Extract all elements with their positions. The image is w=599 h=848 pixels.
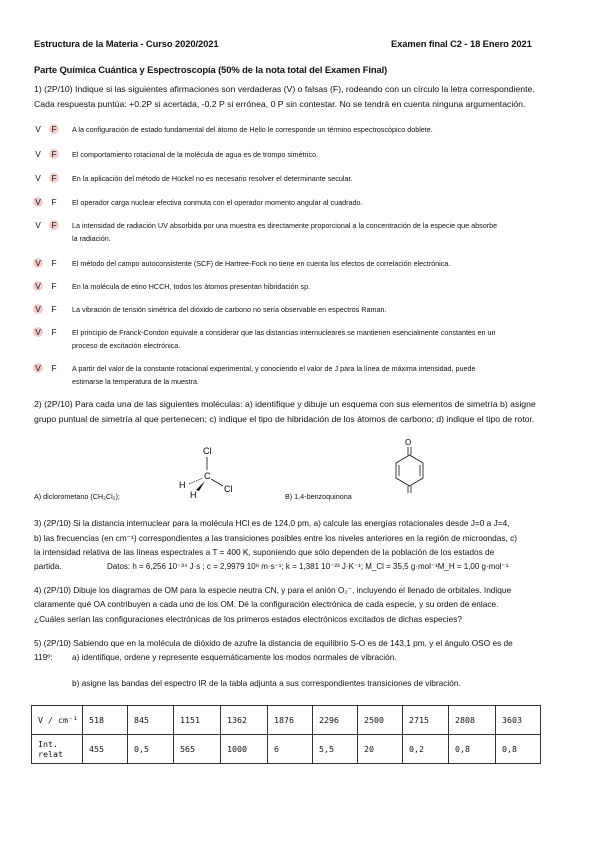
q4-line-1: 4) (2P/10) Dibuje los diagramas de OM para la especie neutra CN, y para el anión O₂⁻, incluyendo el llenado de orbitales. Indique — [34, 585, 512, 595]
table-cell: 5,5 — [313, 735, 358, 764]
table-cell: 1362 — [221, 706, 268, 735]
option-false[interactable]: F — [51, 327, 57, 337]
table-cell: 2296 — [313, 706, 358, 735]
option-true[interactable]: V — [35, 258, 41, 268]
header-left: Estructura de la Materia - Curso 2020/2021 — [34, 38, 219, 49]
option-true[interactable]: V — [35, 220, 41, 230]
q3-line-2: b) las frecuencias (en cm⁻¹) correspondientes a las transiciones posibles entre los niveles anteriores en la región de microondas, c) — [34, 533, 518, 543]
option-false[interactable]: F — [51, 197, 57, 207]
option-true[interactable]: V — [35, 173, 41, 183]
part-title: Parte Química Cuántica y Espectroscopía (50% de la nota total del Examen Final) — [34, 64, 388, 75]
table-cell: 20 — [358, 735, 403, 764]
q3-data: Datos: h = 6,256 10⁻³⁴ J·s ; c = 2,9979 10⁸ m·s⁻¹; k = 1,381 10⁻²³ J·K⁻¹; M_Cl = 35,5 g·mol⁻¹M_H = 1,00 g·mol⁻¹ — [107, 562, 509, 571]
atom-cl-right: Cl — [224, 484, 233, 494]
option-true[interactable]: V — [35, 149, 41, 159]
statement-text: La intensidad de radiación UV absorbida por una muestra es directamente proporcional a la concentración de la especie que absorbe — [72, 221, 498, 230]
q1-intro-2: Cada respuesta puntúa: +0.2P si acertada, -0.2 P si errónea, 0 P sin contestar. No se tendrá en cuenta ninguna argumentación. — [34, 99, 526, 109]
q5-line-1: 5) (2P/10) Sabiendo que en la molécula de dióxido de azufre la distancia de equilibrio S-O es de 143,1 pm, y el ángulo OSO es de — [34, 638, 513, 648]
option-false[interactable]: F — [51, 258, 57, 268]
table-cell: 0,8 — [496, 735, 541, 764]
option-false[interactable]: F — [51, 149, 57, 159]
table-cell: 845 — [128, 706, 174, 735]
table-cell: 0,2 — [403, 735, 449, 764]
option-false[interactable]: F — [51, 363, 57, 373]
option-false[interactable]: F — [51, 220, 57, 230]
statement-text-continued: estimarse la temperatura de la muestra. — [72, 377, 200, 386]
table-cell: 1151 — [174, 706, 221, 735]
q3-line-1: 3) (2P/10) Si la distancia internuclear para la molécula HCl es de 124,0 pm, a) calcule las energías rotacionales desde J=0 a J=4, — [34, 518, 510, 528]
atom-cl-top: Cl — [203, 446, 212, 456]
statement-text: En la aplicación del método de Hückel no es necesario resolver el determinante secular. — [72, 174, 353, 183]
q5-line-2a: 119º: — [34, 652, 53, 662]
atom-h-bottom: H — [190, 490, 197, 500]
q5-line-2b: a) identifique, ordene y represente esquemáticamente los modos normales de vibración. — [72, 652, 397, 662]
option-true[interactable]: V — [35, 281, 41, 291]
option-false[interactable]: F — [51, 281, 57, 291]
ir-spectrum-table — [31, 705, 541, 764]
table-cell: 0,5 — [128, 735, 174, 764]
option-true[interactable]: V — [35, 327, 41, 337]
table-cell: 2715 — [403, 706, 449, 735]
statement-text: La vibración de tensión simétrica del dióxido de carbono no sería observable en espectros Raman. — [72, 305, 387, 314]
statement-text: A partir del valor de la constante rotacional experimental, y conociendo el valor de J para la línea de máxima intensidad, puede — [72, 364, 476, 373]
option-true[interactable]: V — [35, 124, 41, 134]
statement-text: El principio de Franck-Condon equivale a considerar que las distancias internucleares se mantienen esencialmente constantes en un — [72, 328, 496, 337]
statement-text: A la configuración de estado fundamental del átomo de Helio le corresponde un término espectroscópico doblete. — [72, 125, 433, 134]
statement-text: El método del campo autoconsistente (SCF) de Hartree-Fock no tiene en cuenta los efectos de correlación electrónica. — [72, 259, 451, 268]
atom-h-left: H — [179, 480, 186, 490]
table-cell: 518 — [83, 706, 128, 735]
q2-line-2: grupo puntual de simetría al que pertenecen; c) indique el tipo de hibridación de los átomos de carbono; d) indique el tipo de rotor. — [34, 414, 535, 424]
table-cell: 1000 — [221, 735, 268, 764]
statement-text-continued: proceso de excitación electrónica. — [72, 341, 181, 350]
option-true[interactable]: V — [35, 363, 41, 373]
statement-text: El comportamiento rotacional de la molécula de agua es de trompo simétrico. — [72, 150, 319, 159]
mol-b-caption: B) 1,4-benzoquinona — [285, 492, 352, 501]
option-false[interactable]: F — [51, 304, 57, 314]
table-header-cell: Int. relat — [32, 735, 83, 764]
atom-c: C — [204, 471, 211, 481]
table-header-cell: V / cm⁻¹ — [32, 706, 83, 735]
table-cell: 2500 — [358, 706, 403, 735]
benzoquinone-structure — [380, 436, 440, 498]
q3-line-3: la intensidad relativa de las líneas espectrales a T = 400 K, suponiendo que sólo dependen de la población de los estados de — [34, 547, 495, 557]
table-cell: 0,8 — [449, 735, 496, 764]
q3-line-4: partida. — [34, 561, 62, 571]
table-cell: 455 — [83, 735, 128, 764]
statement-text-continued: la radiación. — [72, 234, 111, 243]
mol-a-caption: A) diclorometano (CH₂Cl₂); — [34, 492, 120, 501]
statement-text: En la molécula de etino HCCH, todos los átomos presentan hibridación sp. — [72, 282, 311, 291]
table-cell: 2808 — [449, 706, 496, 735]
table-cell: 6 — [268, 735, 313, 764]
q2-line-1: 2) (2P/10) Para cada una de las siguientes moléculas: a) identifique y dibuje un esquema con sus elementos de simetría b) asigne — [34, 399, 536, 409]
table-row — [32, 706, 541, 735]
header-right: Examen final C2 - 18 Enero 2021 — [391, 38, 532, 49]
q4-line-2: claramente qué OA contribuyen a cada uno de los OM. Dé la configuración electrónica de cada especie, y su orden de enlace. — [34, 599, 499, 609]
q1-intro-1: 1) (2P/10) Indique si las siguientes afirmaciones son verdaderas (V) o falsas (F), rodeando con un círculo la letra correspondiente. — [34, 84, 535, 94]
option-true[interactable]: V — [35, 197, 41, 207]
statement-text: El operador carga nuclear efectiva conmuta con el operador momento angular al cuadrado. — [72, 198, 363, 207]
option-true[interactable]: V — [35, 304, 41, 314]
q4-line-3: ¿Cuáles serían las configuraciones electrónicas de los primeros estados electrónicos excitados de dichas especies? — [34, 614, 462, 624]
option-false[interactable]: F — [51, 124, 57, 134]
dichloromethane-structure — [175, 444, 245, 504]
option-false[interactable]: F — [51, 173, 57, 183]
table-row — [32, 735, 541, 764]
table-cell: 3603 — [496, 706, 541, 735]
table-cell: 565 — [174, 735, 221, 764]
q5-line-3: b) asigne las bandas del espectro IR de la tabla adjunta a sus correspondientes transiciones de vibración. — [72, 678, 461, 688]
atom-o-top: O — [405, 438, 412, 447]
table-cell: 1876 — [268, 706, 313, 735]
